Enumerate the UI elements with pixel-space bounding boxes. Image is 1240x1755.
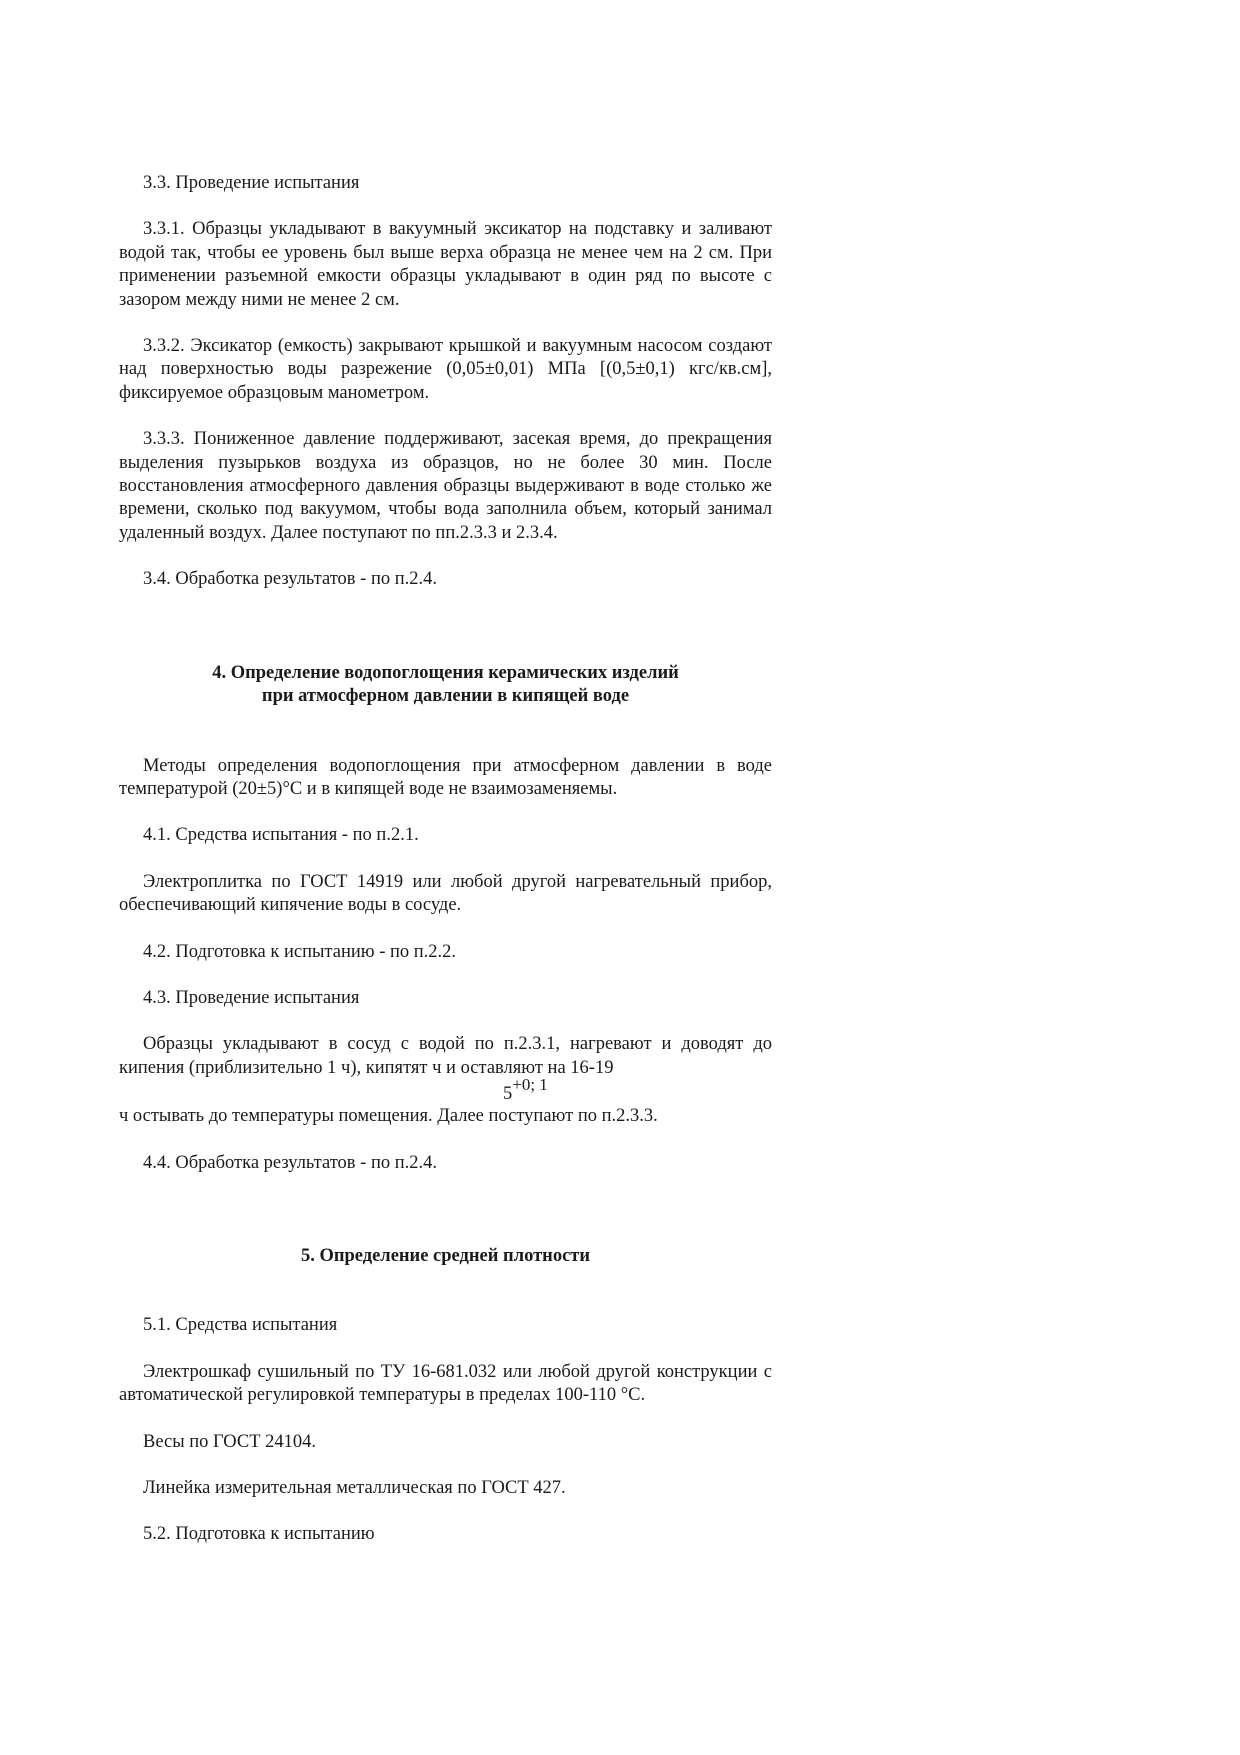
formula-superscript: +0; 1 — [512, 1075, 548, 1095]
paragraph-3-4: 3.4. Обработка результатов - по п.2.4. — [143, 569, 437, 590]
paragraph-3-3-2: 3.3.2. Эксикатор (емкость) закрывают крышкой и вакуумным насосом создают над поверхностью воды разрежение (0,05±0,01) МПа [(0,5±0,1) кгс/кв.см], фиксируемое образцовым манометром. — [119, 336, 772, 403]
formula-base: 5 — [503, 1084, 513, 1105]
paragraph-3-3-3: 3.3.3. Пониженное давление поддерживают, засекая время, до прекращения выделения пузырьков воздуха из образцов, но не более 30 мин. После восстановления атмосферного давления образцы выдерживают в воде столько же времени, сколько под вакуумом, чтобы вода заполнила объем, который занимал удаленный воздух. Далее поступают по пп.2.3.3 и 2.3.4. — [119, 429, 772, 543]
section-heading-5: 5. Определение средней плотности — [300, 1245, 591, 1266]
document-page — [119, 172, 772, 1547]
paragraph-4-4: 4.4. Обработка результатов - по п.2.4. — [143, 1152, 437, 1173]
boiling-time-formula — [503, 1075, 548, 1106]
paragraph-4-intro: Методы определения водопоглощения при атмосферном давлении в воде температурой (20±5)°С и в кипящей воде не взаимозаменяемы. — [119, 755, 772, 799]
paragraph-5-1: 5.1. Средства испытания — [143, 1315, 338, 1336]
paragraph-4-3: 4.3. Проведение испытания — [143, 987, 360, 1008]
section-heading-4-line2: при атмосферном давлении в кипящей воде — [261, 686, 630, 707]
paragraph-4-3-text-a: Образцы укладывают в сосуд с водой по п.2.3.1, нагревают и доводят до кипения (приблизительно 1 ч), кипятят ч и оставляют на 16-19 — [119, 1034, 772, 1078]
subsection-title-3-3: 3.3. Проведение испытания — [143, 173, 360, 193]
paragraph-4-1-text: Электроплитка по ГОСТ 14919 или любой другой нагревательный прибор, обеспечивающий кипячение воды в сосуде. — [119, 871, 772, 916]
paragraph-4-2: 4.2. Подготовка к испытанию - по п.2.2. — [143, 941, 457, 962]
paragraph-4-3-text-b: ч остывать до температуры помещения. Далее поступают по п.2.3.3. — [119, 1106, 658, 1127]
paragraph-5-ruler: Линейка измерительная металлическая по ГОСТ 427. — [143, 1478, 566, 1498]
paragraph-3-3-1: 3.3.1. Образцы укладывают в вакуумный эксикатор на подставку и заливают водой так, чтобы ее уровень был выше верха образца не менее чем на 2 см. При применении разъемной емкости образцы укладывают в один ряд по высоте с зазором между ними не менее 2 см. — [119, 219, 772, 310]
paragraph-5-scales: Весы по ГОСТ 24104. — [143, 1431, 317, 1452]
paragraph-5-2: 5.2. Подготовка к испытанию — [143, 1524, 375, 1545]
paragraph-4-1: 4.1. Средства испытания - по п.2.1. — [143, 825, 419, 846]
formula-line — [119, 1075, 772, 1105]
section-heading-4-line1: 4. Определение водопоглощения керамических изделий — [212, 662, 679, 683]
paragraph-5-1-text: Электрошкаф сушильный по ТУ 16-681.032 или любой другой конструкции с автоматической регулировкой температуры в пределах 100-110 °С. — [119, 1361, 772, 1406]
